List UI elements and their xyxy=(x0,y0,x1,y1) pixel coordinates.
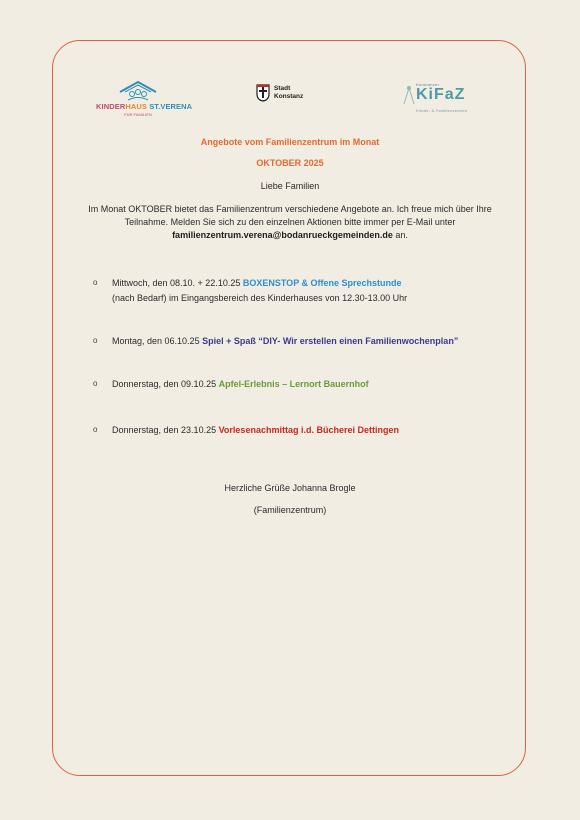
city-shield-icon xyxy=(256,84,270,102)
kinderhaus-logo-text xyxy=(96,102,193,111)
item-title: Vorlesenachmittag i.d. Bücherei Dettingen xyxy=(218,425,399,435)
kinderhaus-text-1: KINDER xyxy=(96,102,126,111)
list-item xyxy=(112,334,458,348)
kinderhaus-text-3: ST.VERENA xyxy=(147,102,193,111)
greeting: Liebe Familien xyxy=(260,181,320,191)
bullet-marker: o xyxy=(93,278,98,287)
kifaz-big-text: KiFaZ xyxy=(416,86,466,103)
heading-line-2: OKTOBER 2025 xyxy=(256,158,324,168)
kinderhaus-logo-subtitle: FÜR FAMILIEN xyxy=(124,112,152,117)
intro-text: Im Monat OKTOBER bietet das Familienzentrum verschiedene Angebote an. Ich freue mich über Ihre Teilnahme. Melden Sie sich zu den einzelnen Aktionen bitte immer per E-Mail unter xyxy=(88,204,492,227)
stadt-line-2: Konstanz xyxy=(274,93,304,100)
contact-email: familienzentrum.verena@bodanrueckgemeinden.de xyxy=(172,230,393,240)
list-item xyxy=(112,423,399,437)
house-roof-icon xyxy=(118,80,158,102)
stadt-konstanz-text xyxy=(274,85,303,101)
item-date: Donnerstag, den 23.10.25 xyxy=(112,425,219,435)
closing-signature: (Familienzentrum) xyxy=(253,505,327,515)
closing-greeting: Herzliche Grüße Johanna Brogle xyxy=(224,483,356,493)
kinderhaus-logo xyxy=(96,80,193,122)
intro-suffix: an. xyxy=(392,230,408,240)
item-title: Spiel + Spaß “DIY- Wir erstellen einen Familienwochenplan” xyxy=(202,336,459,346)
kifaz-logo xyxy=(402,82,480,122)
intro-paragraph xyxy=(80,203,500,242)
page-border-frame xyxy=(52,40,526,776)
heading-line-1: Angebote vom Familienzentrum im Monat xyxy=(200,137,380,147)
kifaz-deco-icon xyxy=(402,84,416,106)
stadt-konstanz-logo xyxy=(256,84,326,106)
bullet-marker: o xyxy=(93,336,98,345)
list-item-detail: (nach Bedarf) im Eingangsbereich des Kinderhauses von 12.30-13.00 Uhr xyxy=(112,293,408,303)
item-title: Apfel-Erlebnis – Lernort Bauernhof xyxy=(218,379,369,389)
bullet-marker: o xyxy=(93,379,98,388)
item-date: Montag, den 06.10.25 xyxy=(112,336,203,346)
item-date: Mittwoch, den 08.10. + 22.10.25 xyxy=(112,278,243,288)
item-date: Donnerstag, den 09.10.25 xyxy=(112,379,219,389)
list-item xyxy=(112,377,369,391)
kinderhaus-text-2: HAUS xyxy=(125,102,148,111)
kifaz-subtitle: Kinder- & Familienzentren xyxy=(416,108,468,113)
item-title: BOXENSTOP & Offene Sprechstunde xyxy=(242,278,402,288)
bullet-marker: o xyxy=(93,425,98,434)
kifaz-small-text: Konstanzer xyxy=(416,82,440,87)
stadt-line-1: Stadt xyxy=(274,85,291,92)
list-item xyxy=(112,276,402,290)
